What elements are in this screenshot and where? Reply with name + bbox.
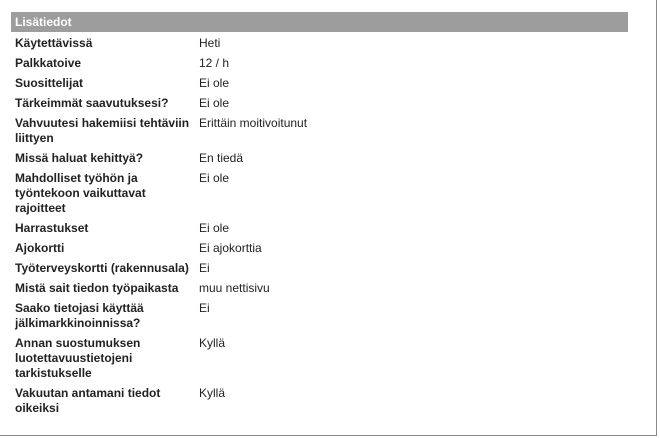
detail-label: Annan suostumuksen luotettavuustietojeni tarkistukselle bbox=[15, 336, 141, 380]
detail-row-palkkatoive bbox=[15, 56, 625, 71]
detail-row-ajokortti bbox=[15, 241, 625, 256]
detail-row-jalkimarkkinointi bbox=[15, 301, 625, 331]
detail-value: 12 / h bbox=[199, 56, 230, 70]
detail-label: Käytettävissä bbox=[15, 36, 93, 50]
detail-value: Ei ajokorttia bbox=[199, 241, 262, 255]
detail-row-suosittelijat bbox=[15, 76, 625, 91]
detail-label: Saako tietojasi käyttää jälkimarkkinoinnissa? bbox=[15, 301, 144, 330]
detail-label: Vahvuutesi hakemiisi tehtäviin liittyen bbox=[15, 116, 190, 145]
detail-label: Mistä sait tiedon työpaikasta bbox=[15, 281, 179, 295]
detail-value: muu nettisivu bbox=[199, 281, 270, 295]
details-list bbox=[15, 36, 625, 421]
detail-value: En tiedä bbox=[199, 151, 244, 165]
detail-label: Mahdolliset työhön ja työntekoon vaikuttavat rajoitteet bbox=[15, 171, 146, 215]
detail-label: Ajokortti bbox=[15, 241, 65, 255]
detail-value: Ei ole bbox=[199, 221, 230, 235]
detail-row-tiedon-lahde bbox=[15, 281, 625, 296]
detail-row-rajoitteet bbox=[15, 171, 625, 216]
detail-row-saavutukset bbox=[15, 96, 625, 111]
detail-value: Ei ole bbox=[199, 96, 230, 110]
section-header-lisatiedot: Lisätiedot bbox=[11, 12, 628, 32]
detail-value: Ei bbox=[199, 261, 210, 275]
detail-row-luotettavuus bbox=[15, 336, 625, 381]
detail-label: Missä haluat kehittyä? bbox=[15, 151, 144, 165]
detail-value: Kyllä bbox=[199, 336, 226, 350]
detail-value: Kyllä bbox=[199, 386, 226, 400]
detail-row-vakuutus bbox=[15, 386, 625, 416]
detail-label: Palkkatoive bbox=[15, 56, 82, 70]
detail-value: Erittäin moitivoitunut bbox=[199, 116, 308, 130]
detail-label: Työterveyskortti (rakennusala) bbox=[15, 261, 189, 275]
detail-label: Tärkeimmät saavutuksesi? bbox=[15, 96, 169, 110]
detail-row-harrastukset bbox=[15, 221, 625, 236]
detail-row-kaytettavissa bbox=[15, 36, 625, 51]
detail-label: Vakuutan antamani tiedot oikeiksi bbox=[15, 386, 161, 415]
detail-label: Suosittelijat bbox=[15, 76, 84, 90]
detail-row-vahvuudet bbox=[15, 116, 625, 146]
detail-value: Heti bbox=[199, 36, 221, 50]
detail-value: Ei ole bbox=[199, 171, 230, 185]
detail-value: Ei ole bbox=[199, 76, 230, 90]
detail-label: Harrastukset bbox=[15, 221, 89, 235]
detail-row-tyoterveyskortti bbox=[15, 261, 625, 276]
detail-row-kehittyminen bbox=[15, 151, 625, 166]
detail-value: Ei bbox=[199, 301, 210, 315]
